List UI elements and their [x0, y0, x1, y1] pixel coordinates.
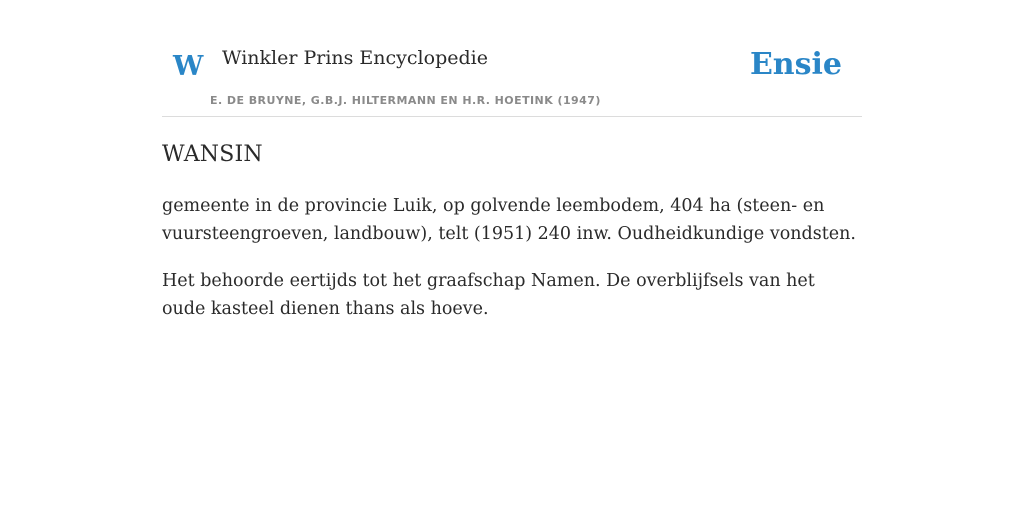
source-header: [162, 0, 862, 117]
entry-title: WANSIN: [162, 142, 263, 167]
entry-body: [162, 192, 862, 342]
entry-paragraph: Het behoorde eertijds tot het graafschap Namen. De overblijfsels van het oude kasteel dienen thans als hoeve.: [162, 271, 815, 319]
ensie-logo-link[interactable]: Ensie: [749, 47, 842, 82]
source-authors: E. DE BRUYNE, G.B.J. HILTERMANN EN H.R. HOETINK (1947): [210, 94, 601, 107]
source-title[interactable]: Winkler Prins Encyclopedie: [222, 47, 488, 69]
entry-paragraph: gemeente in de provincie Luik, op golvende leembodem, 404 ha (steen- en vuursteengroeven, landbouw), telt (1951) 240 inw. Oudheidkundige vondsten.: [162, 196, 856, 244]
page-container: [162, 0, 862, 319]
source-logo[interactable]: W: [173, 51, 204, 82]
